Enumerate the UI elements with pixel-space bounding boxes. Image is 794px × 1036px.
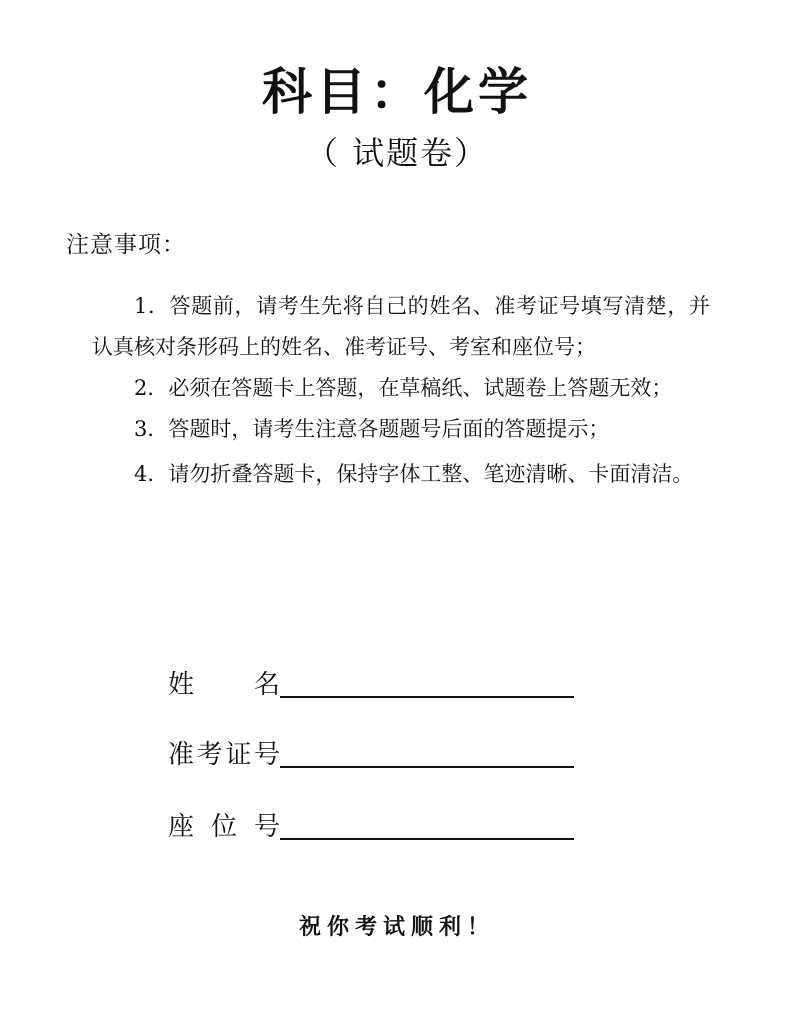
page-title: 科目：化学 xyxy=(262,63,532,121)
exam-id-label: 准考证号 xyxy=(168,740,280,770)
seat-number-label: 座位号 xyxy=(168,812,280,842)
seat-number-blank-line[interactable] xyxy=(280,812,574,840)
notice-item-4: 4．请勿折叠答题卡，保持字体工整、笔迹清晰、卡面清洁。 xyxy=(134,462,694,486)
page-subtitle: （ 试题卷） xyxy=(305,134,489,172)
name-field xyxy=(168,664,574,701)
notice-item-1: 1．答题前，请考生先将自己的姓名、准考证号填写清楚，并认真核对条形码上的姓名、准考证号、考室和座位号； xyxy=(92,294,710,359)
name-label: 姓名 xyxy=(168,670,280,700)
notice-list xyxy=(92,286,710,495)
notice-item-2: 2．必须在答题卡上答题，在草稿纸、试题卷上答题无效； xyxy=(134,376,673,400)
seat-number-field xyxy=(168,806,574,843)
exam-id-field xyxy=(168,734,574,771)
notice-item-3: 3．答题时，请考生注意各题题号后面的答题提示； xyxy=(134,417,610,441)
blessing-text: 祝你考试顺利！ xyxy=(298,914,495,940)
exam-id-blank-line[interactable] xyxy=(280,740,574,768)
name-blank-line[interactable] xyxy=(280,670,574,698)
notice-heading: 注意事项： xyxy=(66,232,186,258)
